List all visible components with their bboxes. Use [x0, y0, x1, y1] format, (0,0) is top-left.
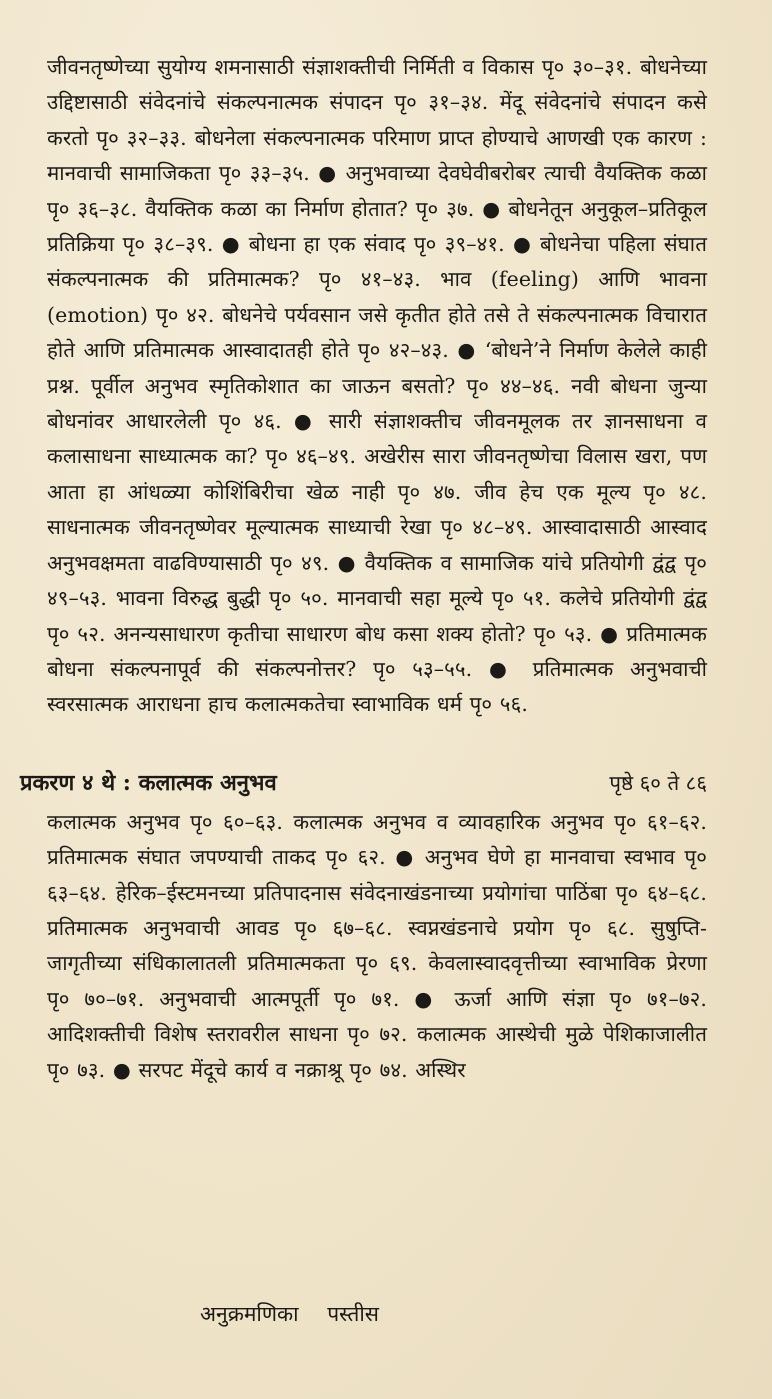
index-page — [20, 50, 707, 1088]
chapter-heading — [20, 765, 707, 801]
section-contents-paragraph: जीवनतृष्णेच्या सुयोग्य शमनासाठी संज्ञाशक्तीची निर्मिती व विकास पृ० ३०–३१. बोधनेच्या उद्दिष्टासाठी संवेदनांचे संकल्पनात्मक संपादन पृ० ३१–३४. मेंदू संवेदनांचे संपादन कसे करतो पृ० ३२–३३. बोधनेला संकल्पनात्मक परिमाण प्राप्त होण्याचे आणखी एक कारण : मानवाची सामाजिकता पृ० ३३–३५. ● अनुभवाच्या देवघेवीबरोबर त्याची वैयक्तिक कळा पृ० ३६–३८. वैयक्तिक कळा का निर्माण होतात? पृ० ३७. ● बोधनेतून अनुकूल–प्रतिकूल प्रतिक्रिया पृ० ३८–३९. ● बोधना हा एक संवाद पृ० ३९–४१. ● बोधनेचा पहिला संघात संकल्पनात्मक की प्रतिमात्मक? पृ० ४१–४३. भाव (feeling) आणि भावना (emotion) पृ० ४२. बोधनेचे पर्यवसान जसे कृतीत होते तसे ते संकल्पनात्मक विचारात होते आणि प्रतिमात्मक आस्वादातही होते पृ० ४२–४३. ● ‘बोधने’ने निर्माण केलेले काही प्रश्न. पूर्वील अनुभव स्मृतिकोशात का जाऊन बसतो? पृ० ४४–४६. नवी बोधना जुन्या बोधनांवर आधारलेली पृ० ४६. ● सारी संज्ञाशक्तीच जीवनमूलक तर ज्ञानसाधना व कलासाधना साध्यात्मक का? पृ० ४६–४९. अखेरीस सारा जीवनतृष्णेचा विलास खरा, पण आता हा आंधळ्या कोशिंबिरीचा खेळ नाही पृ० ४७. जीव हेच एक मूल्य पृ० ४८. साधनात्मक जीवनतृष्णेवर मूल्यात्मक साध्याची रेखा पृ० ४८–४९. आस्वादासाठी आस्वाद अनुभवक्षमता वाढविण्यासाठी पृ० ४९. ● वैयक्तिक व सामाजिक यांचे प्रतियोगी द्वंद्व पृ० ४९–५३. भावना विरुद्ध बुद्धी पृ० ५०. मानवाची सहा मूल्ये पृ० ५१. कलेचे प्रतियोगी द्वंद्व पृ० ५२. अनन्यसाधारण कृतीचा साधारण बोध कसा शक्य होतो? पृ० ५३. ● प्रतिमात्मक बोधना संकल्पनापूर्व की संकल्पनोत्तर? पृ० ५३–५५. ● प्रतिमात्मक अनुभवाची स्वरसात्मक आराधना हाच कलात्मकतेचा स्वाभाविक धर्म पृ० ५६. — [47, 55, 707, 717]
chapter-title: प्रकरण ४ थे : कलात्मक अनुभव — [20, 769, 277, 796]
chapter-page-range: पृष्ठे ६० ते ८६ — [609, 770, 707, 795]
page-footer: अनुक्रमणिका पस्तीस — [200, 1302, 379, 1326]
chapter-contents-paragraph: कलात्मक अनुभव पृ० ६०–६३. कलात्मक अनुभव व व्यावहारिक अनुभव पृ० ६१–६२. प्रतिमात्मक संघात जपण्याची ताकद पृ० ६२. ● अनुभव घेणे हा मानवाचा स्वभाव पृ० ६३–६४. हेरिक–ईस्टमनच्या प्रतिपादनास संवेदनाखंडनाच्या प्रयोगांचा पाठिंबा पृ० ६४–६८. प्रतिमात्मक अनुभवाची आवड पृ० ६७–६८. स्वप्नखंडनाचे प्रयोग पृ० ६८. सुषुप्ति-जागृतीच्या संधिकालातली प्रतिमात्मकता पृ० ६९. केवलास्वादवृत्तीच्या स्वाभाविक प्रेरणा पृ० ७०–७१. अनुभवाची आत्मपूर्ती पृ० ७१. ● ऊर्जा आणि संज्ञा पृ० ७१–७२. आदिशक्तीची विशेष स्तरावरील साधना पृ० ७२. कलात्मक आस्थेची मुळे पेशिकाजालीत पृ० ७३. ● सरपट मेंदूचे कार्य व नक्राश्रू पृ० ७४. अस्थिर — [47, 809, 707, 1082]
